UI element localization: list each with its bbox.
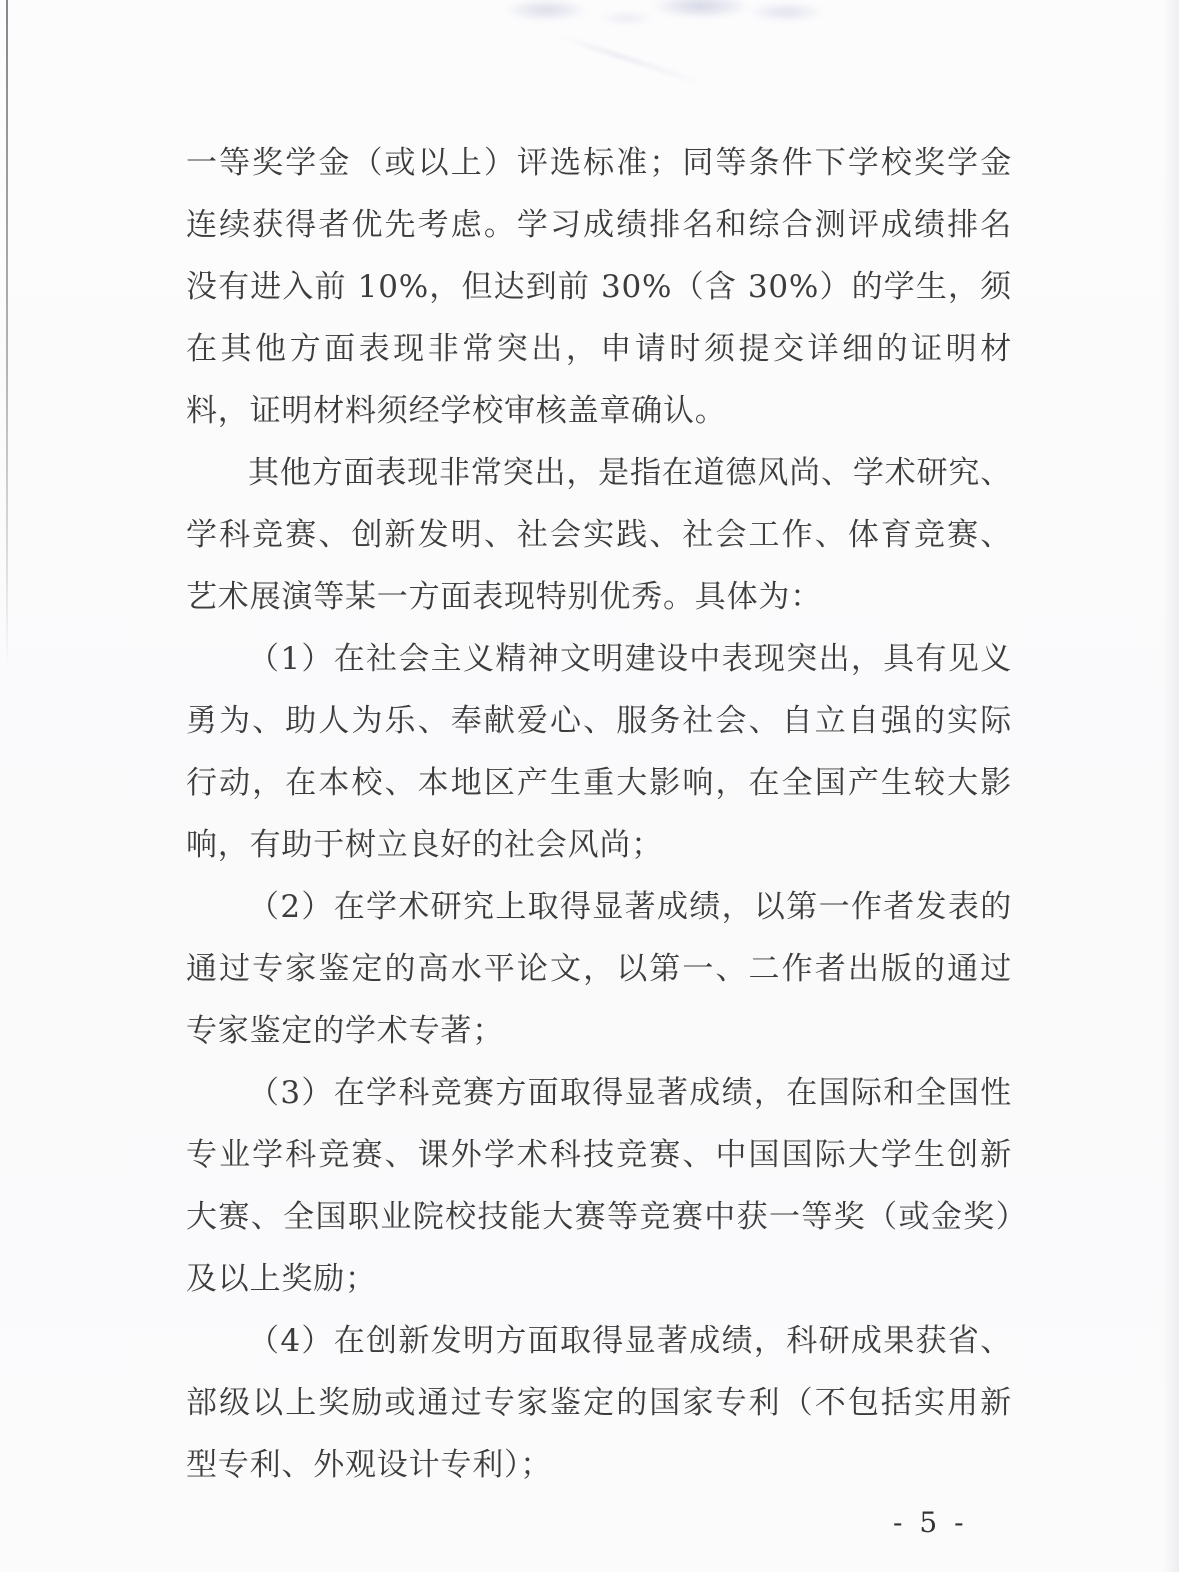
document-body [186, 132, 1012, 1496]
scan-edge-artifact-right [1163, 0, 1179, 1572]
paragraph-item-1: （1）在社会主义精神文明建设中表现突出，具有见义勇为、助人为乐、奉献爱心、服务社会、自立自强的实际行动，在本校、本地区产生重大影响，在全国产生较大影响，有助于树立良好的社会风尚； [186, 641, 1012, 863]
paragraph-item-3: （3）在学科竞赛方面取得显著成绩，在国际和全国性专业学科竞赛、课外学术科技竞赛、中国国际大学生创新大赛、全国职业院校技能大赛等竞赛中获一等奖（或金奖）及以上奖励； [186, 1075, 1012, 1297]
paragraph-item-2: （2）在学术研究上取得显著成绩，以第一作者发表的通过专家鉴定的高水平论文，以第一、二作者出版的通过专家鉴定的学术专著； [186, 889, 1012, 1049]
scan-edge-artifact-left [6, 0, 8, 670]
paragraph-other-achievements-intro: 其他方面表现非常突出，是指在道德风尚、学术研究、学科竞赛、创新发明、社会实践、社会工作、体育竞赛、艺术展演等某一方面表现特别优秀。具体为： [186, 455, 1012, 615]
paragraph-item-4: （4）在创新发明方面取得显著成绩，科研成果获省、部级以上奖励或通过专家鉴定的国家专利（不包括实用新型专利、外观设计专利）； [186, 1323, 1012, 1483]
scan-faint-streak [558, 35, 702, 84]
page-number: - 5 - [893, 1506, 968, 1539]
scan-bleedthrough-smudge [486, 0, 846, 42]
paragraph-continuation: 一等奖学金（或以上）评选标准；同等条件下学校奖学金连续获得者优先考虑。学习成绩排名和综合测评成绩排名没有进入前 10%，但达到前 30%（含 30%）的学生，须在其他方面表现非常突出，申请时须提交详细的证明材料，证明材料须经学校审核盖章确认。 [186, 145, 1012, 429]
